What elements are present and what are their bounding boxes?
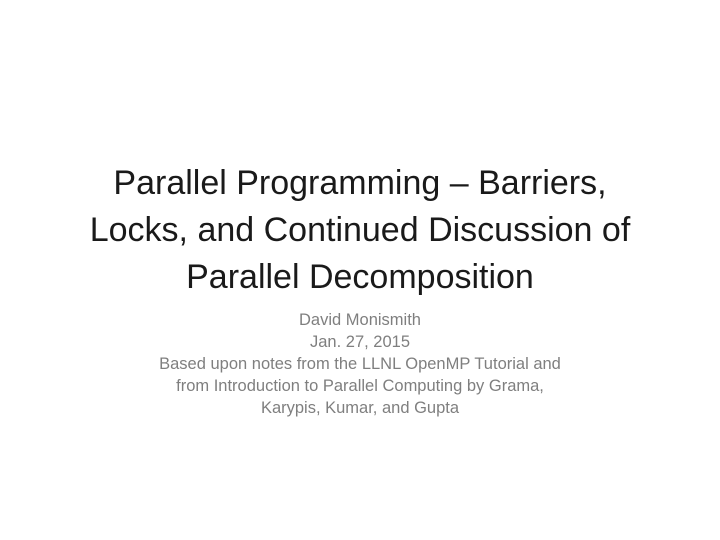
date: Jan. 27, 2015 xyxy=(310,333,410,351)
title-line: Parallel Decomposition xyxy=(186,258,534,296)
title-line: Locks, and Continued Discussion of xyxy=(89,211,631,249)
source-note-line: Karypis, Kumar, and Gupta xyxy=(260,399,460,417)
source-note-line: Based upon notes from the LLNL OpenMP Tutorial and xyxy=(159,355,561,373)
author: David Monismith xyxy=(299,311,421,329)
title-line: Parallel Programming – Barriers, xyxy=(113,164,607,202)
source-note-line: from Introduction to Parallel Computing by Grama, xyxy=(176,377,544,395)
slide-title xyxy=(40,160,680,301)
slide-subtitle xyxy=(90,309,630,419)
